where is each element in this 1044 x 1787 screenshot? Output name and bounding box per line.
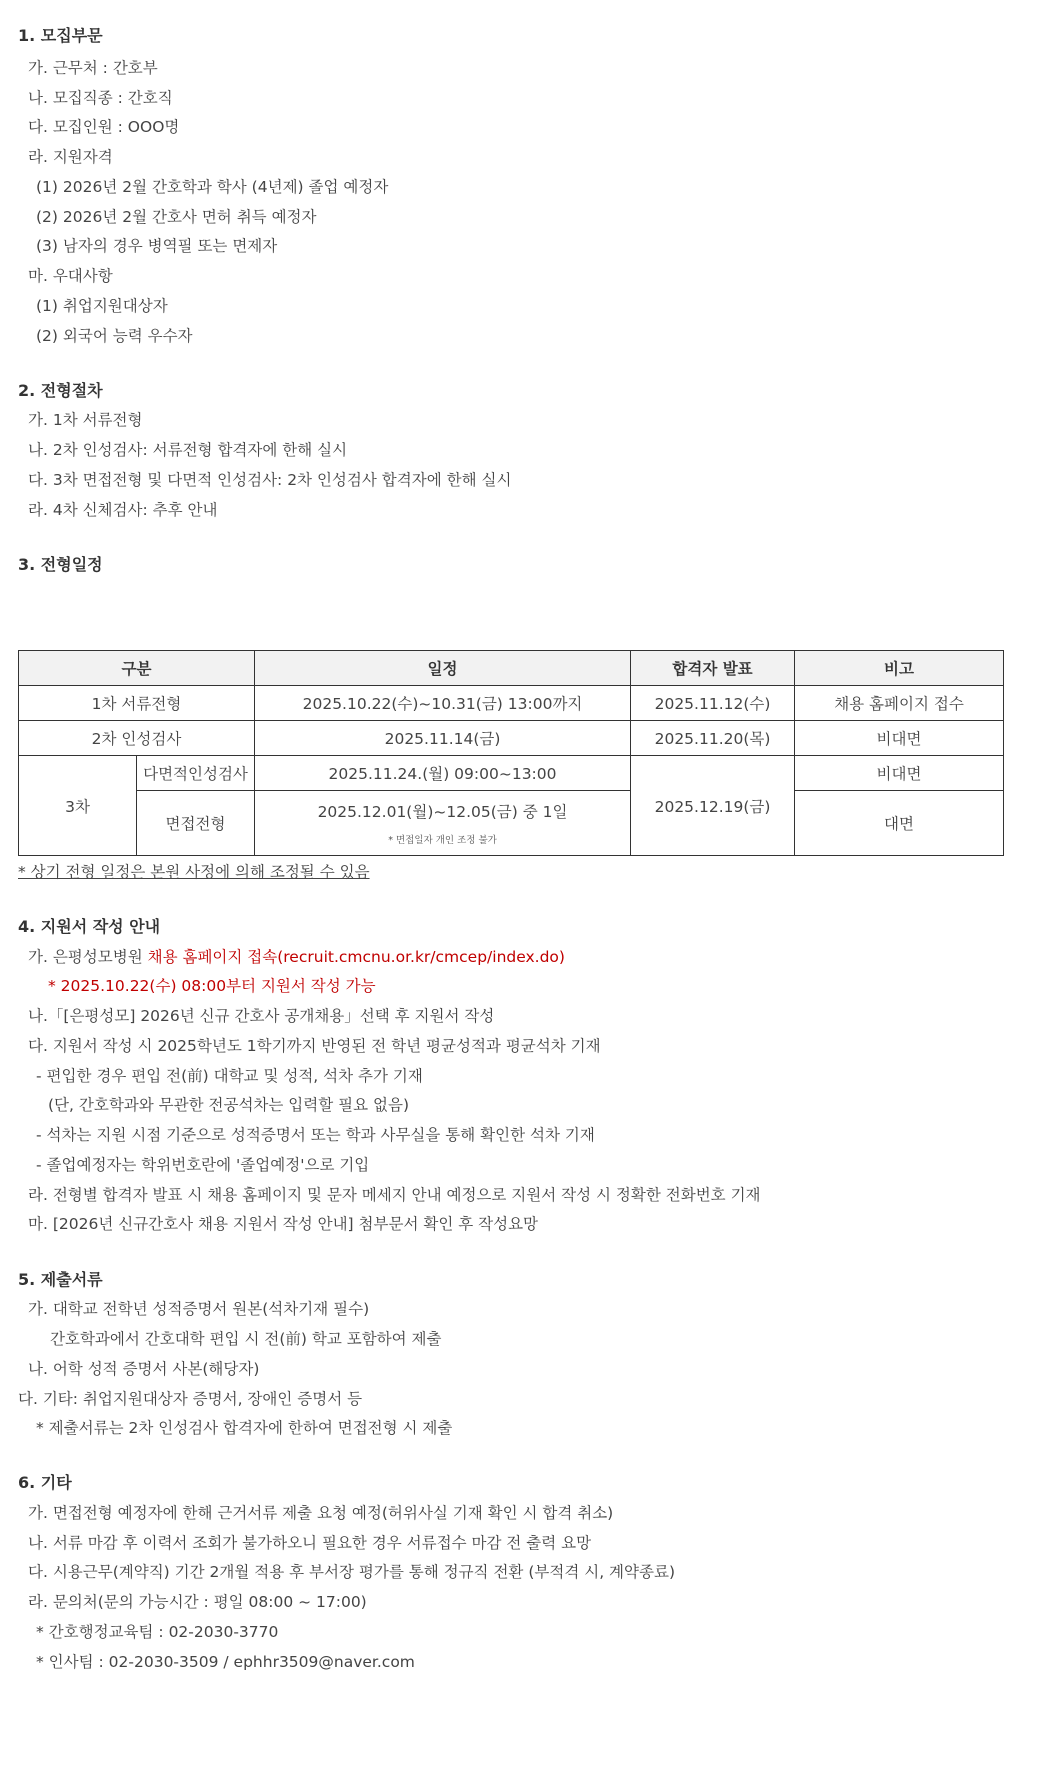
s1-item-d: 라. 지원자격 [28,148,113,166]
s6-item-c: 다. 시용근무(계약직) 기간 2개월 적용 후 부서장 평가를 통해 정규직 전환 (부적격 시, 계약종료) [28,1563,675,1581]
cell-note: 채용 홈페이지 접수 [795,686,1004,721]
s5-item-c: 다. 기타: 취업지원대상자 증명서, 장애인 증명서 등 [18,1390,363,1408]
cell-note: 비대면 [795,721,1004,756]
recruit-site-link[interactable]: 채용 홈페이지 접속(recruit.cmcnu.or.kr/cmcep/index.do) [147,948,565,966]
s5-item-a1: 간호학과에서 간호대학 편입 시 전(前) 학교 포함하여 제출 [50,1330,442,1348]
s4-item-c1b: (단, 간호학과와 무관한 전공석차는 입력할 필요 없음) [48,1096,410,1114]
s1-item-a: 가. 근무처 : 간호부 [28,59,158,77]
cell-result: 2025.11.12(수) [631,686,795,721]
s6-contact-nursing: * 간호행정교육팀 : 02-2030-3770 [36,1623,279,1641]
s4-item-a-prefix: 가. 은평성모병원 [28,948,148,966]
s1-item-e2: (2) 외국어 능력 우수자 [36,327,193,345]
cell-result: 2025.12.19(금) [631,756,795,856]
schedule-footnote: * 상기 전형 일정은 본원 사정에 의해 조정될 수 있음 [18,863,370,881]
s4-item-c1: - 편입한 경우 편입 전(前) 대학교 및 성적, 석차 추가 기재 [36,1067,423,1085]
s5-note: * 제출서류는 2차 인성검사 합격자에 한하여 면접전형 시 제출 [36,1419,453,1437]
s5-item-b: 나. 어학 성적 증명서 사본(해당자) [28,1360,260,1378]
table-header-row [19,651,1004,686]
s2-item-b: 나. 2차 인성검사: 서류전형 합격자에 한해 실시 [28,441,348,459]
table-row [19,791,1004,856]
s4-item-e: 마. [2026년 신규간호사 채용 지원서 작성 안내] 첨부문서 확인 후 작성요망 [28,1215,539,1233]
s4-item-a-note: * 2025.10.22(수) 08:00부터 지원서 작성 가능 [48,977,376,995]
s6-item-b: 나. 서류 마감 후 이력서 조회가 불가하오니 필요한 경우 서류접수 마감 전 출력 요망 [28,1534,592,1552]
cell-stage: 2차 인성검사 [19,721,255,756]
table-row [19,686,1004,721]
date-subnote: * 면접일자 개인 조정 불가 [388,835,497,846]
s2-item-a: 가. 1차 서류전형 [28,411,143,429]
s4-item-c: 다. 지원서 작성 시 2025학년도 1학기까지 반영된 전 학년 평균성적과 평균석차 기재 [28,1037,601,1055]
table-row [19,721,1004,756]
schedule-table [18,650,1004,856]
section-6-title: 6. 기타 [18,1473,72,1492]
cell-note: 비대면 [795,756,1004,791]
s2-item-c: 다. 3차 면접전형 및 다면적 인성검사: 2차 인성검사 합격자에 한해 실시 [28,471,512,489]
s4-item-d: 라. 전형별 합격자 발표 시 채용 홈페이지 및 문자 메세지 안내 예정으로 지원서 작성 시 정확한 전화번호 기재 [28,1186,761,1204]
s6-contact-hr[interactable]: * 인사팀 : 02-2030-3509 / ephhr3509@naver.com [36,1653,415,1671]
s1-item-e1: (1) 취업지원대상자 [36,297,168,315]
s4-item-b: 나.「[은평성모] 2026년 신규 간호사 공개채용」선택 후 지원서 작성 [28,1007,495,1025]
col-header-result: 합격자 발표 [631,651,795,686]
col-header-stage: 구분 [19,651,255,686]
s1-item-b: 나. 모집직종 : 간호직 [28,89,173,107]
section-5-title: 5. 제출서류 [18,1270,103,1289]
s5-item-a: 가. 대학교 전학년 성적증명서 원본(석차기재 필수) [28,1300,370,1318]
section-2-title: 2. 전형절차 [18,381,103,400]
s1-item-c: 다. 모집인원 : OOO명 [28,118,180,136]
s2-item-d: 라. 4차 신체검사: 추후 안내 [28,501,218,519]
section-3-title: 3. 전형일정 [18,555,103,574]
table-row [19,756,1004,791]
section-4-title: 4. 지원서 작성 안내 [18,917,161,936]
s4-item-c3: - 졸업예정자는 학위번호란에 '졸업예정'으로 기입 [36,1156,370,1174]
cell-stage: 1차 서류전형 [19,686,255,721]
cell-stage: 3차 [19,756,137,856]
s6-item-d: 라. 문의처(문의 가능시간 : 평일 08:00 ~ 17:00) [28,1593,367,1611]
section-1-title: 1. 모집부문 [18,26,103,45]
cell-substage: 다면적인성검사 [137,756,255,791]
cell-note: 대면 [795,791,1004,856]
cell-date: 2025.11.24.(월) 09:00~13:00 [255,756,631,791]
s1-item-d3: (3) 남자의 경우 병역필 또는 면제자 [36,237,278,255]
date-text: 2025.12.01(월)~12.05(금) 중 1일 [317,803,568,821]
s4-item-c2: - 석차는 지원 시점 기준으로 성적증명서 또는 학과 사무실을 통해 확인한 석차 기재 [36,1126,595,1144]
cell-date: 2025.11.14(금) [255,721,631,756]
cell-date: 2025.10.22(수)~10.31(금) 13:00까지 [255,686,631,721]
col-header-date: 일정 [255,651,631,686]
s1-item-d1: (1) 2026년 2월 간호학과 학사 (4년제) 졸업 예정자 [36,178,389,196]
s4-item-a [28,947,565,967]
col-header-note: 비고 [795,651,1004,686]
cell-result: 2025.11.20(목) [631,721,795,756]
cell-date [255,791,631,856]
s1-item-e: 마. 우대사항 [28,267,113,285]
s6-item-a: 가. 면접전형 예정자에 한해 근거서류 제출 요청 예정(허위사실 기재 확인 시 합격 취소) [28,1504,614,1522]
cell-substage: 면접전형 [137,791,255,856]
s1-item-d2: (2) 2026년 2월 간호사 면허 취득 예정자 [36,208,317,226]
